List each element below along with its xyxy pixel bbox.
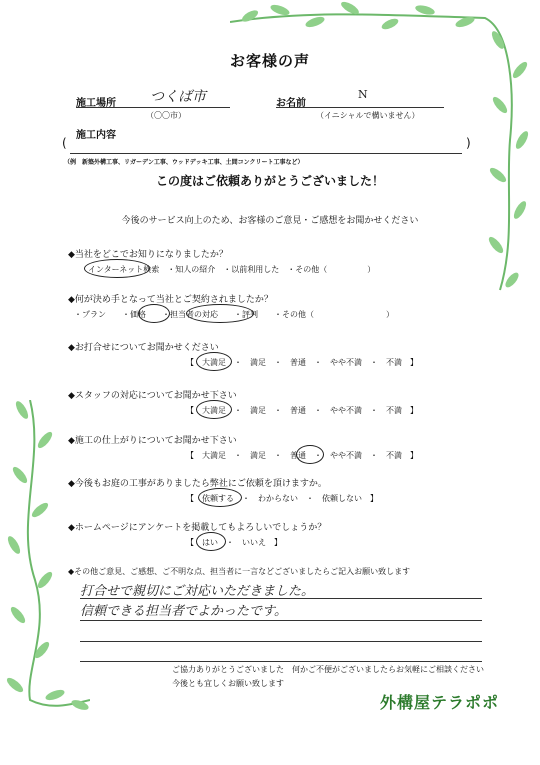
name-value: N [358,88,368,101]
answer-mark-finish [296,445,324,464]
question-comments: ◆その他ご意見、ご感想、ご不明な点、担当者に一言などございましたらご記入お願い致します [68,567,411,576]
question-repeat: ◆今後もお庭の工事がありましたら弊社にご依頼を頂けますか。 [68,479,327,489]
comment-rule-4 [80,661,482,662]
options-staff: 【 大満足 ・ 満足 ・ 普通 ・ やや不満 ・ 不満 】 [186,406,418,415]
question-staff: ◆スタッフの対応についてお聞かせ下さい [68,391,237,401]
content-label: 施工内容 [76,130,116,141]
content-example: （例 新築外構工事、リガーデン工事、ウッドデッキ工事、土間コンクリート工事など） [64,159,304,166]
answer-mark-internet [84,259,150,278]
options-found-us: インターネット検索 ・知人の紹介 ・以前利用した ・その他（ ） [88,265,376,274]
comment-rule-3 [80,641,482,642]
site-label: 施工場所 [76,98,116,109]
answer-mark-price [138,304,170,323]
answer-mark-meeting [196,352,232,371]
options-repeat: 【 依頼する ・ わからない ・ 依頼しない 】 [186,494,378,503]
name-underline [276,107,444,108]
answer-mark-repeat [198,488,242,507]
vine-decoration-top-right [230,0,530,300]
name-label: お名前 [276,98,306,109]
site-value: つくば市 [150,89,206,105]
comment-rule-2 [80,620,482,621]
comment-line-2: 信頼できる担当者でよかったです。 [80,604,287,619]
footer-line-2: 今後とも宜しくお願い致します [172,679,284,688]
options-deciding-factor: ・プラン ・価格 ・担当者の対応 ・評判 ・その他（ ） [74,310,394,319]
content-underline [70,153,462,154]
options-meeting: 【 大満足 ・ 満足 ・ 普通 ・ やや不満 ・ 不満 】 [186,358,418,367]
comment-rule-1 [80,598,482,599]
thanks-heading: この度はご依頼ありがとうございました！ [155,174,384,188]
answer-mark-staff-rating [196,400,232,419]
brand-logo: 外構屋テラポポ [380,693,500,712]
question-publish: ◆ホームページにアンケートを掲載してもよろしいでしょうか？ [68,523,327,533]
site-note: （〇〇市） [146,111,186,120]
options-publish: 【 はい ・ いいえ 】 [186,538,282,547]
comment-line-1: 打合せで親切にご対応いただきました。 [80,584,315,599]
question-deciding-factor: ◆何が決め手となって当社とご契約されましたか？ [68,295,273,305]
question-meeting: ◆お打合せについてお聞かせください [68,343,219,353]
site-underline [76,107,230,108]
options-finish: 【 大満足 ・ 満足 ・ 普通 ・ やや不満 ・ 不満 】 [186,451,418,460]
footer-line-1: ご協力ありがとうございました 何かご不便がございましたらお気軽にご相談ください [172,665,484,674]
name-note: （イニシャルで構いません） [316,111,420,120]
answer-mark-staff [186,304,254,323]
intro-text: 今後のサービス向上のため、お客様のご意見・ご感想をお聞かせください [121,216,419,226]
content-close-bracket: ) [466,136,471,150]
page-title: お客様の声 [229,52,310,70]
question-finish: ◆施工の仕上がりについてお聞かせ下さい [68,436,237,446]
answer-mark-publish [196,532,226,551]
content-open-bracket: ( [62,136,67,150]
question-found-us: ◆当社をどこでお知りになりましたか？ [68,250,228,260]
